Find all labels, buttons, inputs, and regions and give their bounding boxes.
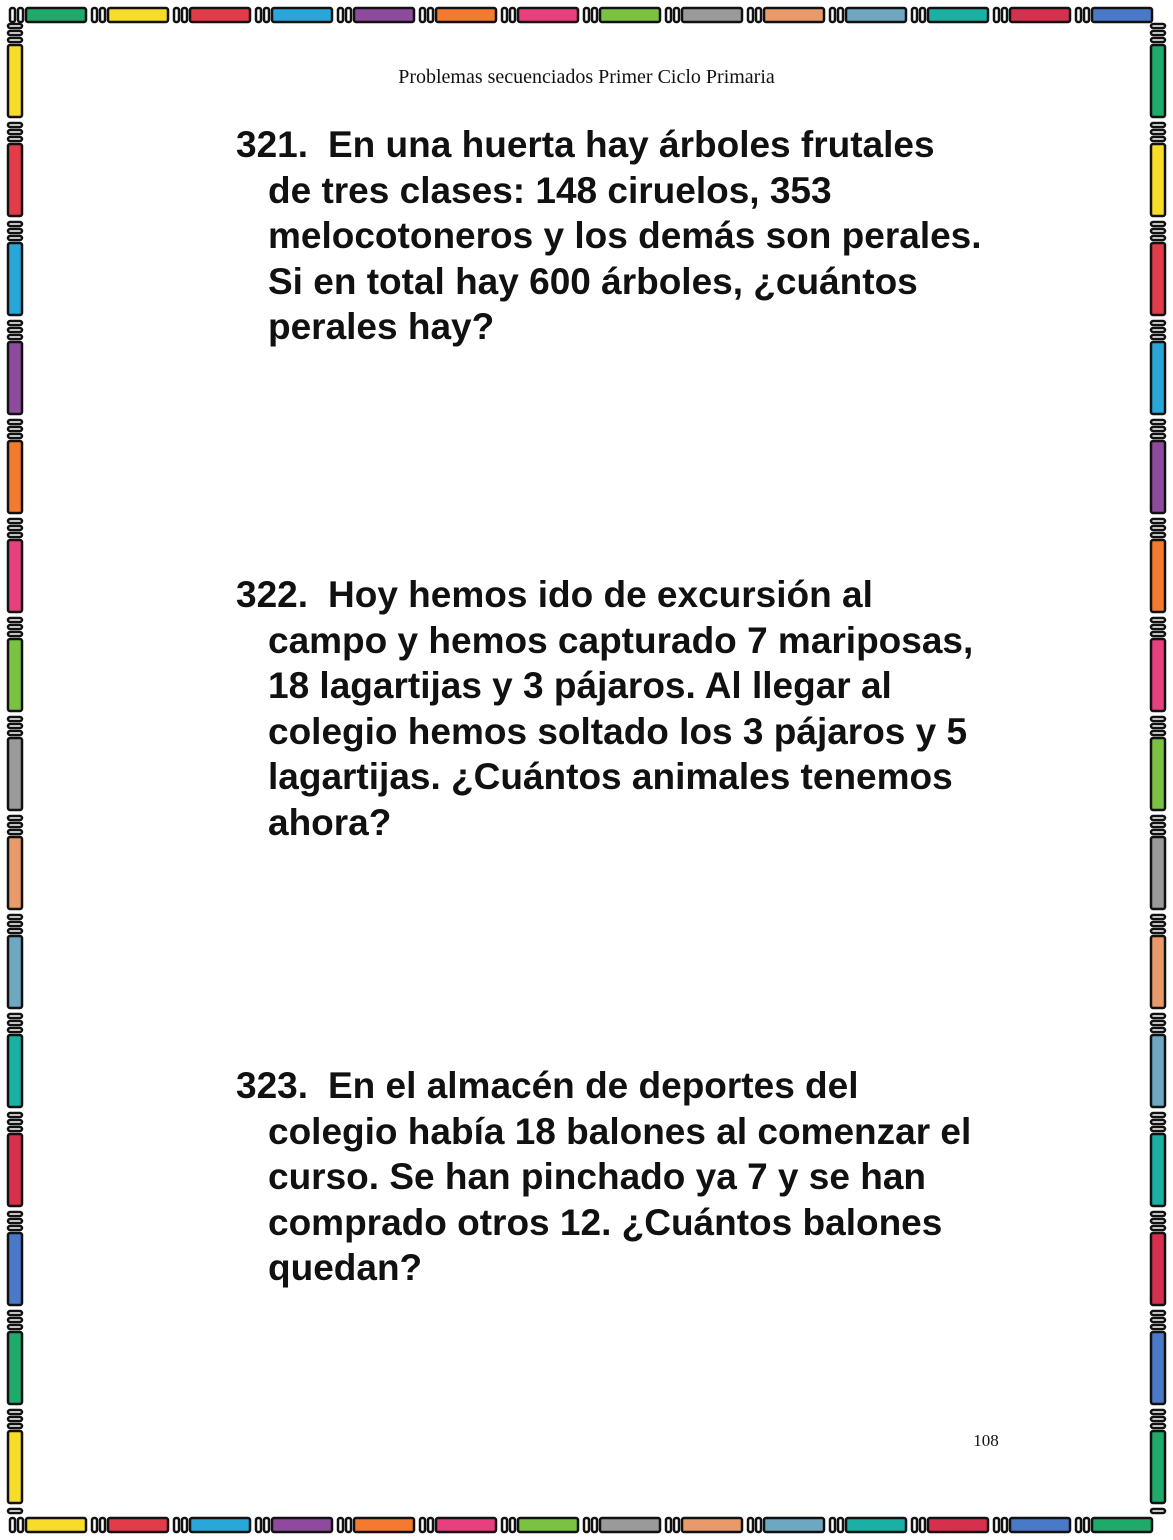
border-segment	[436, 8, 496, 22]
border-segment	[190, 1518, 250, 1532]
border-segment	[1151, 837, 1165, 909]
border-segment	[8, 243, 22, 315]
border-segment	[8, 441, 22, 513]
border-tick	[1151, 335, 1165, 339]
border-tick	[8, 31, 22, 35]
border-tick	[8, 625, 22, 629]
border-tick	[1076, 1518, 1081, 1532]
problem-line: comprado otros 12. ¿Cuántos balones	[268, 1201, 943, 1243]
border-tick	[8, 1113, 22, 1117]
border-tick	[666, 1518, 671, 1532]
border-segment	[764, 8, 824, 22]
border-segment	[436, 1518, 496, 1532]
border-tick	[174, 8, 179, 22]
border-tick	[592, 1518, 597, 1532]
border-tick	[256, 8, 261, 22]
border-tick	[8, 427, 22, 431]
border-tick	[8, 929, 22, 933]
border-segment	[1151, 936, 1165, 1008]
border-segment	[1151, 342, 1165, 414]
border-tick	[1151, 1014, 1165, 1018]
border-segment	[682, 1518, 742, 1532]
border-tick	[8, 816, 22, 820]
border-tick	[912, 1518, 917, 1532]
border-segment	[928, 1518, 988, 1532]
border-tick	[8, 1509, 22, 1513]
border-segment	[354, 1518, 414, 1532]
border-segment	[1010, 8, 1070, 22]
border-tick	[8, 1410, 22, 1414]
border-tick	[8, 1417, 22, 1421]
problem-line: quedan?	[268, 1247, 423, 1288]
border-tick	[8, 1021, 22, 1025]
border-tick	[420, 1518, 425, 1532]
border-tick	[1151, 929, 1165, 933]
border-segment	[518, 8, 578, 22]
border-tick	[920, 8, 925, 22]
border-tick	[8, 830, 22, 834]
border-tick	[756, 8, 761, 22]
border-segment	[600, 1518, 660, 1532]
border-segment	[8, 1431, 22, 1503]
border-tick	[1151, 1318, 1165, 1322]
border-tick	[8, 130, 22, 134]
border-segment	[8, 1134, 22, 1206]
problem-line: 323. En el almacén de deportes del	[236, 1063, 966, 1109]
problem-line: colegio hemos soltado los 3 pájaros y 5	[268, 710, 968, 752]
border-tick	[584, 1518, 589, 1532]
border-tick	[1076, 8, 1081, 22]
border-segment	[846, 1518, 906, 1532]
border-tick	[1151, 1120, 1165, 1124]
border-tick	[912, 8, 917, 22]
border-tick	[1151, 1212, 1165, 1216]
border-tick	[10, 8, 15, 22]
border-tick	[1151, 328, 1165, 332]
border-tick	[8, 731, 22, 735]
border-segment	[682, 8, 742, 22]
border-tick	[8, 1028, 22, 1032]
border-tick	[346, 8, 351, 22]
border-segment	[8, 1035, 22, 1107]
border-tick	[1151, 618, 1165, 622]
border-tick	[18, 1518, 23, 1532]
border-tick	[1151, 816, 1165, 820]
problem-number: 323.	[236, 1065, 309, 1106]
border-tick	[1151, 1021, 1165, 1025]
border-segment	[1151, 738, 1165, 810]
problem-line: de tres clases: 148 ciruelos, 353	[268, 169, 832, 211]
border-segment	[1151, 639, 1165, 711]
border-tick	[182, 1518, 187, 1532]
border-tick	[8, 1127, 22, 1131]
border-tick	[8, 38, 22, 42]
border-segment	[26, 8, 86, 22]
border-tick	[428, 8, 433, 22]
border-segment	[190, 8, 250, 22]
border-tick	[1151, 130, 1165, 134]
border-segment	[1092, 1518, 1152, 1532]
border-tick	[1084, 8, 1089, 22]
border-tick	[1151, 1410, 1165, 1414]
border-segment	[846, 8, 906, 22]
problem-line: campo y hemos capturado 7 mariposas,	[268, 619, 974, 661]
border-tick	[1151, 830, 1165, 834]
problem-number: 321.	[236, 124, 309, 165]
border-tick	[182, 8, 187, 22]
border-tick	[264, 8, 269, 22]
border-segment	[1151, 441, 1165, 513]
problem-line: curso. Se han pinchado ya 7 y se han	[268, 1156, 926, 1197]
border-tick	[920, 1518, 925, 1532]
border-tick	[674, 8, 679, 22]
border-segment	[1151, 243, 1165, 315]
border-segment	[1151, 144, 1165, 216]
border-segment	[8, 936, 22, 1008]
border-segment	[1151, 1134, 1165, 1206]
border-tick	[666, 8, 671, 22]
border-segment	[108, 8, 168, 22]
border-segment	[600, 8, 660, 22]
border-tick	[592, 8, 597, 22]
border-tick	[1151, 24, 1165, 28]
border-tick	[1151, 236, 1165, 240]
border-segment	[272, 1518, 332, 1532]
border-tick	[1151, 823, 1165, 827]
problem-line: 18 lagartijas y 3 pájaros. Al llegar al	[268, 665, 892, 706]
border-tick	[92, 8, 97, 22]
border-tick	[994, 1518, 999, 1532]
border-segment	[8, 1332, 22, 1404]
border-tick	[1151, 915, 1165, 919]
border-tick	[8, 229, 22, 233]
border-tick	[92, 1518, 97, 1532]
border-segment	[1151, 1431, 1165, 1503]
border-tick	[8, 1424, 22, 1428]
border-tick	[510, 1518, 515, 1532]
border-tick	[8, 1212, 22, 1216]
border-tick	[174, 1518, 179, 1532]
border-tick	[8, 24, 22, 28]
border-tick	[8, 1226, 22, 1230]
border-tick	[674, 1518, 679, 1532]
border-tick	[1151, 1127, 1165, 1131]
border-tick	[1151, 533, 1165, 537]
border-tick	[8, 1318, 22, 1322]
problem-321	[236, 122, 982, 350]
border-tick	[1151, 724, 1165, 728]
border-tick	[1002, 1518, 1007, 1532]
border-tick	[18, 8, 23, 22]
problem-line: lagartijas. ¿Cuántos animales tenemos	[268, 756, 953, 797]
border-tick	[510, 8, 515, 22]
border-tick	[1151, 1417, 1165, 1421]
border-tick	[8, 717, 22, 721]
border-tick	[428, 1518, 433, 1532]
border-tick	[1151, 519, 1165, 523]
border-segment	[1151, 1332, 1165, 1404]
border-tick	[8, 321, 22, 325]
border-tick	[264, 1518, 269, 1532]
border-tick	[8, 434, 22, 438]
border-tick	[1151, 229, 1165, 233]
border-tick	[1151, 1509, 1165, 1513]
border-tick	[1151, 1325, 1165, 1329]
border-tick	[584, 8, 589, 22]
border-tick	[8, 1219, 22, 1223]
border-tick	[838, 1518, 843, 1532]
border-tick	[1151, 625, 1165, 629]
border-tick	[1151, 526, 1165, 530]
border-tick	[8, 328, 22, 332]
border-tick	[8, 526, 22, 530]
border-tick	[8, 1311, 22, 1315]
border-tick	[1151, 222, 1165, 226]
border-tick	[1151, 38, 1165, 42]
border-tick	[1151, 1113, 1165, 1117]
border-tick	[1151, 137, 1165, 141]
problem-line: Si en total hay 600 árboles, ¿cuántos	[268, 260, 918, 302]
border-tick	[1151, 123, 1165, 127]
border-tick	[8, 632, 22, 636]
border-tick	[1151, 1226, 1165, 1230]
border-tick	[830, 1518, 835, 1532]
border-tick	[8, 922, 22, 926]
border-tick	[420, 8, 425, 22]
border-tick	[994, 8, 999, 22]
border-tick	[8, 236, 22, 240]
border-segment	[8, 540, 22, 612]
border-tick	[502, 1518, 507, 1532]
border-tick	[8, 1014, 22, 1018]
border-tick	[8, 519, 22, 523]
border-tick	[1151, 321, 1165, 325]
border-segment	[8, 837, 22, 909]
border-tick	[8, 618, 22, 622]
border-segment	[8, 639, 22, 711]
border-tick	[1151, 717, 1165, 721]
border-tick	[8, 222, 22, 226]
border-segment	[26, 1518, 86, 1532]
border-segment	[1151, 1035, 1165, 1107]
border-tick	[338, 1518, 343, 1532]
border-tick	[1151, 31, 1165, 35]
border-segment	[928, 8, 988, 22]
border-tick	[100, 8, 105, 22]
border-tick	[1151, 1424, 1165, 1428]
border-tick	[1151, 434, 1165, 438]
problem-line: ahora?	[268, 801, 392, 843]
border-tick	[1151, 1311, 1165, 1315]
border-tick	[8, 823, 22, 827]
border-segment	[272, 8, 332, 22]
border-tick	[1151, 731, 1165, 735]
problem-line: melocotoneros y los demás son perales.	[268, 215, 982, 256]
border-tick	[1151, 427, 1165, 431]
border-tick	[1002, 8, 1007, 22]
border-tick	[256, 1518, 261, 1532]
border-tick	[748, 8, 753, 22]
problem-line: 321. En una huerta hay árboles frutales	[236, 122, 966, 168]
border-tick	[10, 1518, 15, 1532]
page-header: Problemas secuenciados Primer Ciclo Primaria	[398, 66, 775, 88]
border-tick	[8, 1120, 22, 1124]
border-tick	[346, 1518, 351, 1532]
problem-line: perales hay?	[268, 306, 495, 347]
border-segment	[1151, 1233, 1165, 1305]
border-tick	[8, 335, 22, 339]
border-segment	[8, 342, 22, 414]
border-tick	[8, 420, 22, 424]
border-segment	[1092, 8, 1152, 22]
border-tick	[338, 8, 343, 22]
border-tick	[100, 1518, 105, 1532]
border-tick	[1151, 922, 1165, 926]
border-segment	[1010, 1518, 1070, 1532]
border-segment	[8, 738, 22, 810]
border-segment	[8, 1233, 22, 1305]
border-tick	[1151, 420, 1165, 424]
border-tick	[8, 123, 22, 127]
problem-line: colegio había 18 balones al comenzar el	[268, 1110, 972, 1152]
border-segment	[8, 144, 22, 216]
border-tick	[8, 533, 22, 537]
border-tick	[838, 8, 843, 22]
border-segment	[1151, 540, 1165, 612]
border-tick	[1084, 1518, 1089, 1532]
problem-line: 322. Hoy hemos ido de excursión al	[236, 572, 966, 618]
border-segment	[354, 8, 414, 22]
border-tick	[1151, 632, 1165, 636]
border-tick	[8, 724, 22, 728]
border-segment	[518, 1518, 578, 1532]
border-tick	[1151, 1219, 1165, 1223]
border-tick	[8, 915, 22, 919]
border-segment	[108, 1518, 168, 1532]
problem-323	[236, 1063, 972, 1291]
page-number: 108	[973, 1431, 999, 1450]
border-tick	[8, 1325, 22, 1329]
border-tick	[748, 1518, 753, 1532]
border-segment	[764, 1518, 824, 1532]
border-tick	[502, 8, 507, 22]
problem-number: 322.	[236, 574, 309, 615]
border-tick	[8, 137, 22, 141]
border-tick	[830, 8, 835, 22]
problem-322	[236, 572, 974, 845]
border-tick	[1151, 1028, 1165, 1032]
border-tick	[756, 1518, 761, 1532]
